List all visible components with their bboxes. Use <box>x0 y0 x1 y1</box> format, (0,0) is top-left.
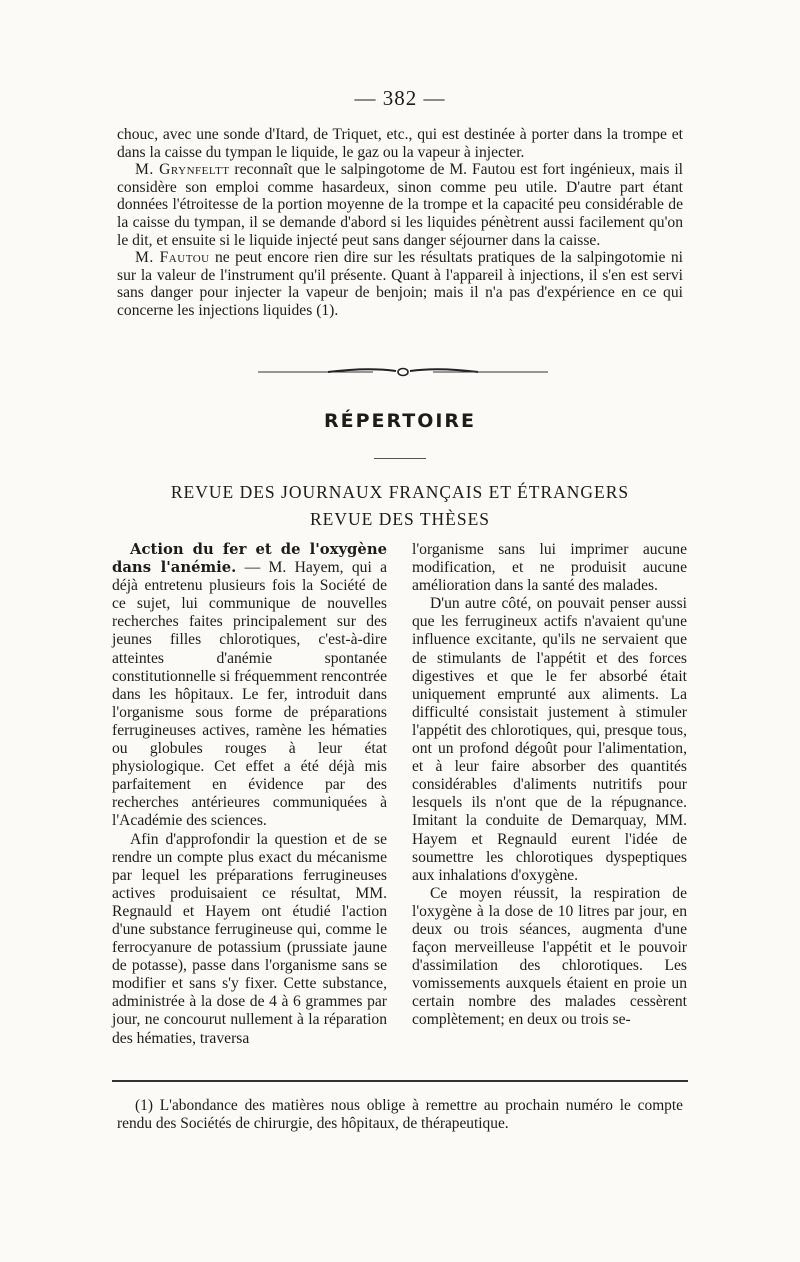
left-column <box>112 541 387 1048</box>
article-paragraph: D'un autre côté, on pouvait penser aussi que les ferrugineux actifs n'avaient qu'une influence excitante, qu'ils ne servaient que de stimulants de l'appétit et des forces digestives et que le fer absorbé était uniquement emprunté aux aliments. La difficulté consistait justement à stimuler l'appétit des chlorotiques, qui, presque tous, ont un profond dégoût pour l'alimentation, et à leur faire absorber des quantités considérables d'aliments nutritifs pour lesquels ils n'ont que de la répugnance. Imitant la conduite de Demarquay, MM. Hayem et Regnauld eurent l'idée de soumettre les chlorotiques dyspeptiques aux inhalations d'oxygène. <box>412 595 687 884</box>
article-paragraph: Afin d'approfondir la question et de se rendre un compte plus exact du mécanisme par lequel les préparations ferrugineuses actives produisaient ce résultat, MM. Regnauld et Hayem ont étudié l'action d'une substance ferrugineuse qui, comme le ferrocyanure de potassium (prussiate jaune de potasse), passe dans l'organisme sans se modifier et sans s'y fixer. Cette substance, administrée à la dose de 4 à 6 grammes par jour, ne concourut nullement à la réparation des hématies, traversa <box>112 830 387 1047</box>
section-title: RÉPERTOIRE <box>323 410 477 432</box>
article-paragraph: l'organisme sans lui imprimer aucune modification, et ne produisit aucune amélioration dans la santé des malades. <box>412 541 687 595</box>
ornamental-rule <box>258 365 548 379</box>
intro-paragraph: M. Fautou ne peut encore rien dire sur les résultats pratiques de la salpingotomie ni sur la valeur de l'instrument qu'il présente. Quant à l'appareil à injections, il s'en est servi sans danger pour injecter la vapeur de benjoin; mais il n'a pas d'expérience en ce qui concerne les injections liquides (1). <box>117 249 683 319</box>
divider <box>374 458 426 459</box>
page-number: — 382 — <box>354 86 446 110</box>
author-name: M. Grynfeltt <box>135 161 230 179</box>
footnote-rule <box>112 1080 688 1082</box>
right-column <box>412 541 687 1030</box>
intro-text <box>117 126 683 320</box>
footnote-text: (1) L'abondance des matières nous oblige à remettre au prochain numéro le compte rendu des Sociétés de chirurgie, des hôpitaux, de thérapeutique. <box>117 1097 683 1133</box>
review-heading: REVUE DES JOURNAUX FRANÇAIS ET ÉTRANGERS <box>170 482 630 502</box>
article-heading: Action du fer et de l'oxygène dans l'anémie. <box>112 541 387 577</box>
author-name: M. Fautou <box>135 249 210 267</box>
footnote <box>117 1097 683 1134</box>
review-subheading: REVUE DES THÈSES <box>310 509 490 529</box>
intro-paragraph: chouc, avec une sonde d'Itard, de Triquet, etc., qui est destinée à porter dans la trompe et dans la caisse du tympan le liquide, le gaz ou la vapeur à injecter. <box>117 126 683 161</box>
article-paragraph: Ce moyen réussit, la respiration de l'oxygène à la dose de 10 litres par jour, en deux ou trois séances, augmenta d'une façon merveilleuse l'appétit et le pouvoir d'assimilation des chlorotiques. Les vomissements auxquels étaient en proie un certain nombre des malades cessèrent complètement; en deux ou trois se- <box>412 884 687 1029</box>
article-paragraph: Action du fer et de l'oxygène dans l'anémie. — M. Hayem, qui a déjà entretenu plusieurs fois la Société de ce sujet, lui communique de nouvelles recherches faites principalement sur des jeunes filles chlorotiques, c'est-à-dire atteintes d'anémie spontanée constitutionnelle si fréquemment rencontrée dans les hôpitaux. Le fer, introduit dans l'organisme sous forme de préparations ferrugineuses actives, ramène les hématies ou globules rouges à leur état physiologique. Cet effet a été déjà mis parfaitement en évidence par des recherches antérieures communiquées à l'Académie des sciences. <box>112 541 387 830</box>
intro-paragraph: M. Grynfeltt reconnaît que le salpingotome de M. Fautou est fort ingénieux, mais il considère son emploi comme hasardeux, sinon comme peu utile. D'autre part étant données l'étroitesse de la portion moyenne de la trompe et la capacité peu considérable de la caisse du tympan, il se demande d'abord si les liquides pénètrent aussi facilement qu'on le dit, et ensuite si le liquide injecté peut sans danger séjourner dans la caisse. <box>117 161 684 249</box>
